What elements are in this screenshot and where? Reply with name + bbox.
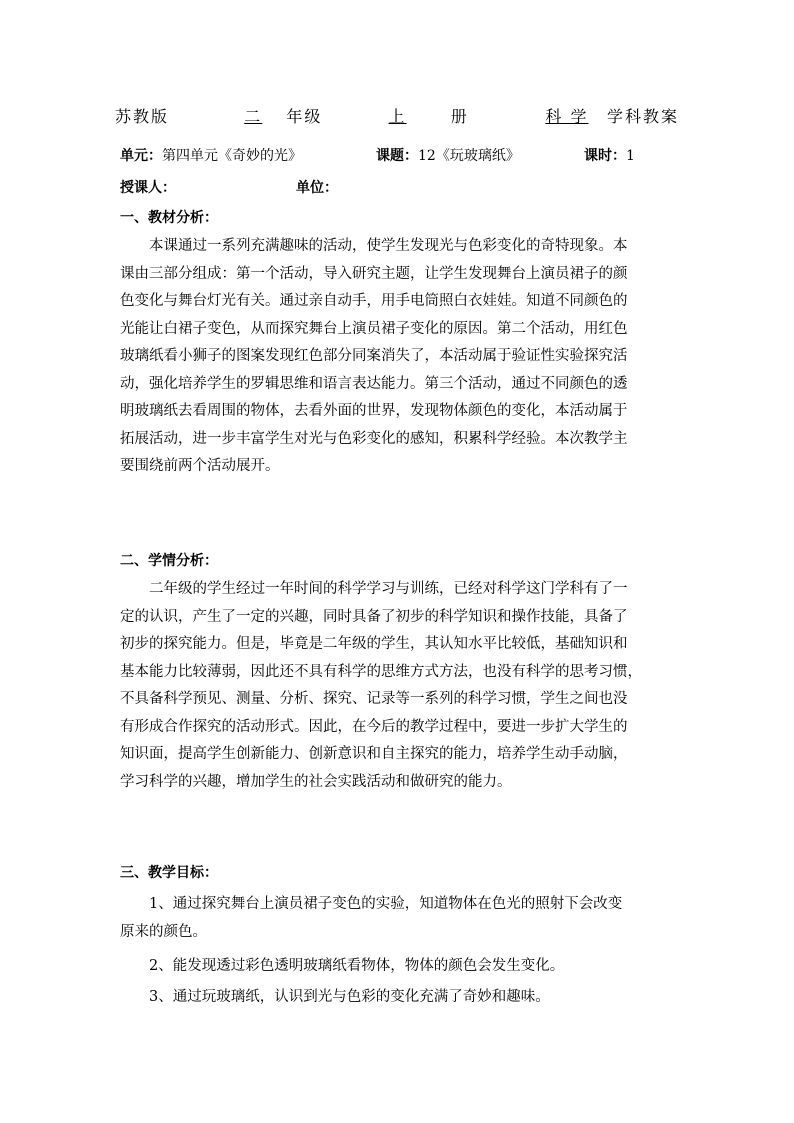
goal-1-line-1: 1、通过探究舞台上演员裙子变色的实验，知道物体在色光的照射下会改变 [149,896,623,912]
goal-3: 3、通过玩玻璃纸，认识到光与色彩的变化充满了奇妙和趣味。 [149,989,550,1005]
period-value: 1 [626,148,635,164]
text-line: 本课通过一系列充满趣味的活动，使学生发现光与色彩变化的奇特现象。本 [149,238,628,254]
text-line: 定的认识，产生了一定的兴趣，同时具备了初步的科学知识和操作技能，具备了 [120,608,628,625]
text-line: 不具备科学预见、测量、分析、探究、记录等一系列的科学习惯，学生之间也没 [120,691,628,707]
text-line: 有形成合作探究的活动形式。因此，在今后的教学过程中，要进一步扩大学生的 [120,718,628,735]
section-2-title: 二、学情分析： [120,553,218,569]
topic-label: 课题： [376,148,418,164]
section-3-title: 三、教学目标： [120,865,218,881]
period-field [584,145,635,165]
period-label: 课时： [584,148,626,164]
section-1-body [120,233,680,481]
goal-2: 2、能发现透过彩色透明玻璃纸看物体，物体的颜色会发生变化。 [149,958,565,974]
text-line: 明玻璃纸去看周围的物体，去看外面的世界，发现物体颜色的变化，本活动属于 [120,403,628,419]
text-line: 初步的探究能力。但是，毕竟是二年级的学生，其认知水平比较低，基础知识和 [120,636,628,652]
publisher: 苏教版 [115,107,170,126]
text-line: 拓展活动，进一步丰富学生对光与色彩变化的感知，积累科学经验。本次教学主 [120,430,628,447]
section-2-body [120,576,680,796]
teacher-label: 授课人： [120,180,176,196]
goal-1-line-2: 原来的颜色。 [120,923,207,940]
subject-label: 学科教案 [606,107,679,126]
text-line: 基本能力比较薄弱，因此还不具有科学的思维方式方法，也没有科学的思考习惯， [120,663,642,680]
grade-label: 年级 [286,107,323,126]
text-line: 动，强化培养学生的罗辑思维和语言表达能力。第三个活动，通过不同颜色的透 [120,375,628,392]
doc-title [0,104,794,127]
text-line: 色变化与舞台灯光有关。通过亲自动手，用手电筒照白衣娃娃。知道不同颜色的 [120,293,628,309]
volume-value: 上 [388,107,407,126]
text-line: 玻璃纸看小狮子的图案发现红色部分同案消失了，本活动属于验证性实验探究活 [120,348,628,364]
topic-field [376,145,520,165]
section-1-title: 一、教材分析： [120,210,218,226]
text-line: 二年级的学生经过一年时间的科学学习与训练，已经对科学这门学科有了一 [149,581,628,597]
teacher-field [120,177,176,197]
text-line: 光能让白裙子变色，从而探究舞台上演员裙子变化的原因。第二个活动，用红色 [120,320,628,337]
topic-value: 12《玩玻璃纸》 [418,148,520,164]
meta-row-1 [120,145,302,165]
subject-value: 科 学 [545,107,589,126]
text-line: 要围绕前两个活动展开。 [120,458,280,474]
unit-value: 第四单元《奇妙的光》 [162,148,302,164]
goal-1 [120,891,680,946]
text-line: 知识面，提高学生创新能力、创新意识和自主探究的能力，培养学生动手动脑， [120,746,628,762]
org-field [296,177,338,197]
text-line: 学习科学的兴趣，增加学生的社会实践活动和做研究的能力。 [120,773,512,790]
grade-value: 二 [244,107,263,126]
text-line: 课由三部分组成：第一个活动，导入研究主题，让学生发现舞台上演员裙子的颜 [120,265,628,282]
org-label: 单位： [296,180,338,196]
unit-label: 单元： [120,148,162,164]
volume-label: 册 [450,107,469,126]
